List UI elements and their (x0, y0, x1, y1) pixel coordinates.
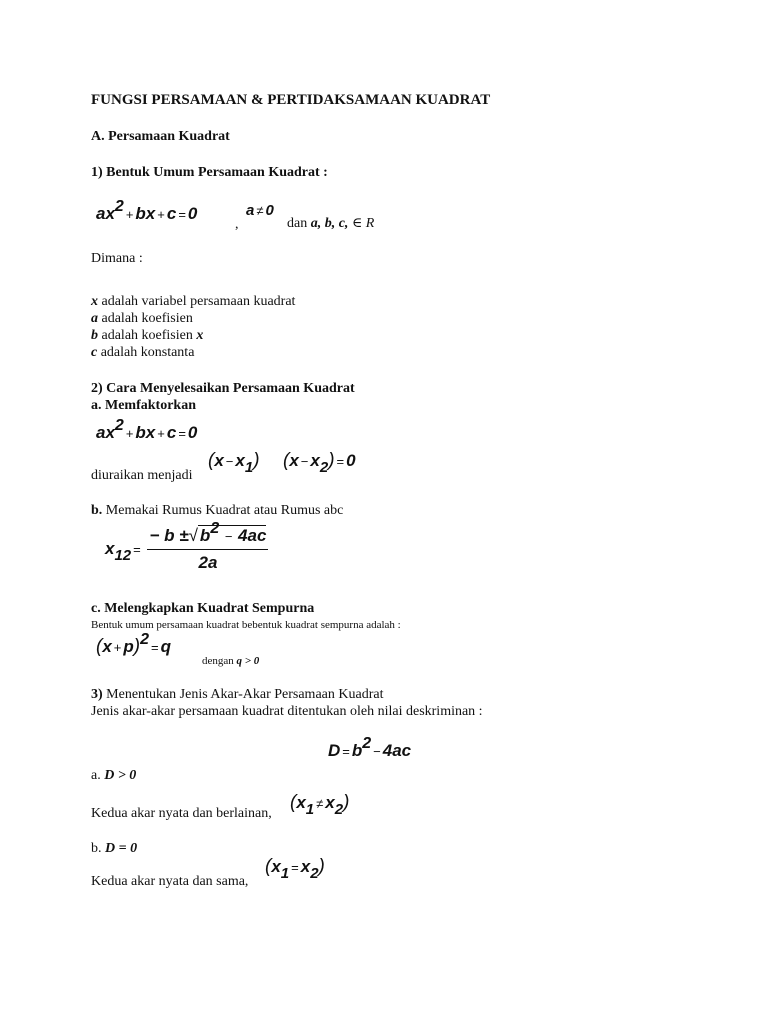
diuraikan-label: diuraikan menjadi (91, 468, 193, 483)
case-d-zero: b. D = 0 (91, 841, 138, 856)
definition-b: b adalah koefisien x (91, 328, 204, 343)
section-a-heading: A. Persamaan Kuadrat (91, 129, 230, 144)
factored-form: (x − x1) (x − x2) = 0 (208, 450, 356, 476)
definition-a: a adalah koefisien (91, 311, 193, 326)
a-nonzero-condition: a ≠ 0 (246, 202, 274, 219)
discriminant-description: Jenis akar-akar persamaan kuadrat ditentukan oleh nilai deskriminan : (91, 704, 483, 719)
case-d-positive: a. D > 0 (91, 768, 137, 783)
page-title: FUNGSI PERSAMAAN & PERTIDAKSAMAAN KUADRAT (91, 92, 491, 108)
comma: , (235, 217, 239, 232)
discriminant-formula: D = b2 − 4ac (328, 735, 412, 760)
complete-square-equation: (x + p)2 = q (96, 631, 171, 657)
abc-formula-heading: b. Memakai Rumus Kuadrat atau Rumus abc (91, 503, 344, 518)
factoring-equation: ax2 + bx + c = 0 (96, 417, 198, 442)
abc-formula: x12 = $\frac{- b \pm√ b2 - 4ac}{2a}$ (105, 520, 267, 572)
equal-roots-relation: (x1 = x2) (265, 856, 325, 882)
root-types-heading: 3) Menentukan Jenis Akar-Akar Persamaan Kuadrat (91, 687, 384, 702)
equal-roots-text: Kedua akar nyata dan sama, (91, 874, 249, 889)
dimana-label: Dimana : (91, 251, 143, 266)
q-condition: dengan q > 0 (202, 655, 260, 667)
complete-square-description: Bentuk umum persamaan kuadrat bebentuk kuadrat sempurna adalah : (91, 619, 401, 631)
general-form-heading: 1) Bentuk Umum Persamaan Kuadrat : (91, 165, 328, 180)
general-form-equation: ax2 + bx + c = 0 (96, 198, 198, 223)
coefficient-domain: dan a, b, c, ∈ R (287, 216, 375, 231)
distinct-roots-relation: (x1 ≠ x2) (290, 792, 350, 818)
complete-square-heading: c. Melengkapkan Kuadrat Sempurna (91, 601, 315, 616)
distinct-roots-text: Kedua akar nyata dan berlainan, (91, 806, 272, 821)
solving-heading: 2) Cara Menyelesaikan Persamaan Kuadrat (91, 381, 355, 396)
definition-c: c adalah konstanta (91, 345, 195, 360)
factoring-heading: a. Memfaktorkan (91, 398, 196, 413)
definition-x: x adalah variabel persamaan kuadrat (91, 294, 296, 309)
